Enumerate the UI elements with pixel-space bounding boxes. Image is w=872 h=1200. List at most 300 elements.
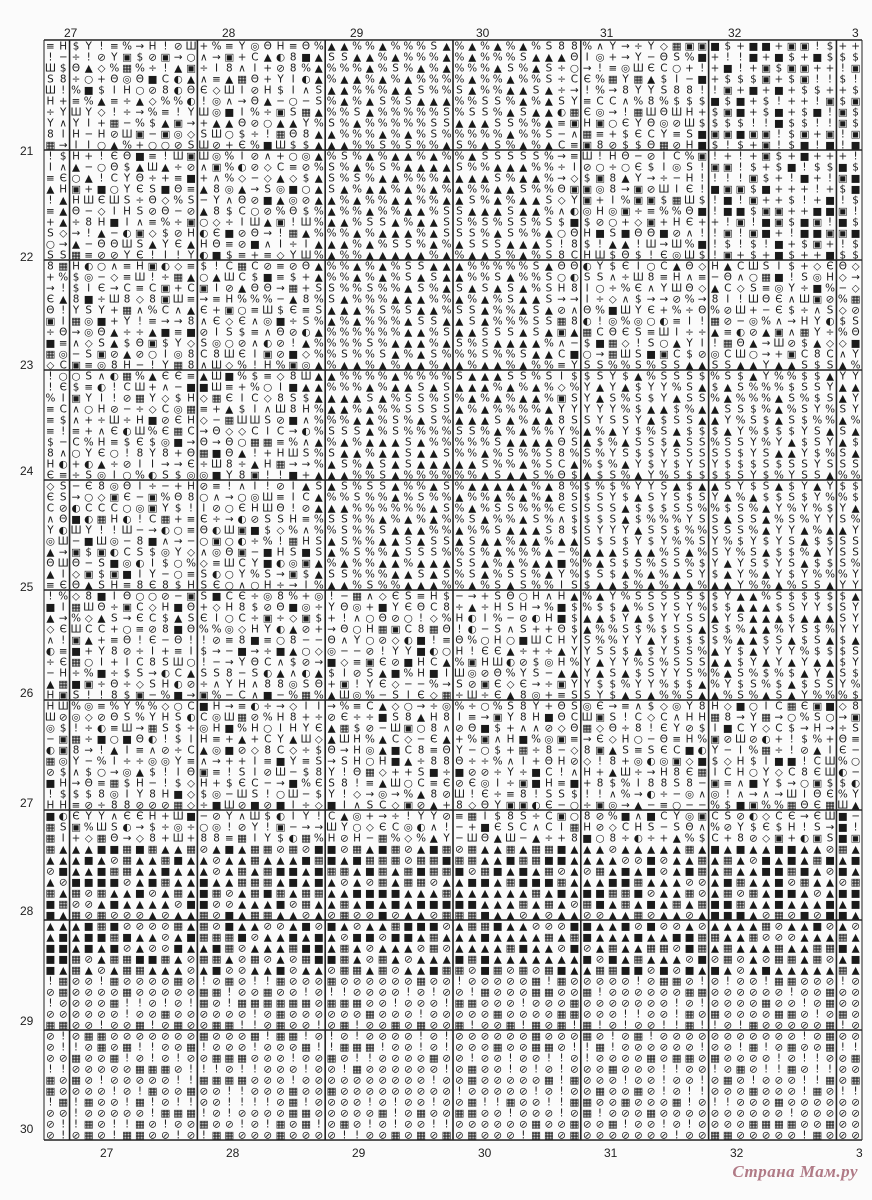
svg-text:$: $: [699, 118, 706, 130]
svg-text:▣: ▣: [365, 657, 375, 669]
svg-text:Y: Y: [749, 448, 757, 460]
svg-text:%: %: [506, 305, 516, 317]
svg-text:%: %: [454, 74, 464, 86]
svg-text:▲: ▲: [353, 393, 361, 405]
svg-text:▲: ▲: [379, 250, 387, 262]
svg-text:C: C: [724, 767, 731, 779]
svg-text:S: S: [788, 602, 795, 614]
svg-text:→: →: [212, 756, 221, 768]
svg-text:%: %: [544, 602, 554, 614]
svg-text:%: %: [314, 459, 324, 471]
svg-text:I: I: [62, 129, 65, 141]
svg-text:S: S: [354, 547, 361, 559]
svg-text:○: ○: [110, 734, 119, 746]
svg-text:─: ─: [839, 283, 847, 295]
svg-text:▦: ▦: [71, 316, 81, 328]
svg-text:◇: ◇: [430, 690, 438, 702]
svg-text:Y: Y: [673, 723, 681, 735]
svg-text:◐: ◐: [84, 514, 93, 526]
svg-text:▲: ▲: [507, 580, 515, 592]
svg-text:÷: ÷: [532, 811, 541, 823]
svg-text:Θ: Θ: [315, 679, 323, 691]
svg-text:H: H: [59, 41, 67, 53]
svg-text:○: ○: [263, 382, 272, 394]
svg-text:■: ■: [263, 272, 273, 284]
svg-text:H: H: [558, 283, 566, 295]
svg-text:▲: ▲: [570, 591, 578, 603]
svg-text:$: $: [724, 74, 731, 86]
svg-text:I: I: [317, 701, 320, 713]
svg-text:!: !: [649, 250, 653, 262]
svg-text:%: %: [429, 338, 439, 350]
svg-text:÷: ÷: [660, 789, 669, 801]
svg-text:S: S: [699, 657, 706, 669]
svg-text:8: 8: [213, 349, 220, 361]
svg-text:◇: ◇: [225, 360, 233, 372]
svg-text:$: $: [788, 118, 795, 130]
svg-text:▲: ▲: [558, 52, 566, 64]
svg-text:→: →: [110, 283, 119, 295]
svg-text:○: ○: [97, 261, 106, 273]
svg-text:Y: Y: [736, 426, 744, 438]
svg-text:▲: ▲: [634, 613, 642, 625]
svg-text:▲: ▲: [801, 525, 809, 537]
svg-text:%: %: [429, 250, 439, 262]
svg-text:H: H: [686, 712, 694, 724]
svg-text:⊘: ⊘: [212, 140, 221, 152]
svg-text:⊘: ⊘: [148, 624, 157, 636]
svg-text:▲: ▲: [494, 184, 502, 196]
svg-text:◇: ◇: [187, 338, 195, 350]
svg-text:S: S: [264, 514, 271, 526]
svg-text:÷: ÷: [212, 514, 221, 526]
svg-text:$: $: [584, 580, 591, 592]
svg-text:%: %: [365, 74, 375, 86]
svg-text:Ш: Ш: [224, 272, 235, 284]
svg-text:%: %: [454, 657, 464, 669]
svg-text:!: !: [355, 778, 359, 790]
svg-text:▣: ▣: [288, 569, 298, 581]
svg-text:▣: ▣: [97, 349, 107, 361]
svg-text:Θ: Θ: [443, 624, 451, 636]
svg-text:▲: ▲: [353, 415, 361, 427]
svg-text:S: S: [341, 536, 348, 548]
svg-text:▲: ▲: [711, 690, 719, 702]
svg-text:◇: ◇: [136, 833, 144, 845]
svg-text:■: ■: [58, 866, 68, 878]
svg-text:÷: ÷: [557, 85, 566, 97]
svg-text:%: %: [135, 371, 145, 383]
svg-text:▲: ▲: [545, 85, 553, 97]
svg-text:Θ: Θ: [762, 294, 770, 306]
svg-text:▣: ▣: [557, 679, 567, 691]
svg-text:%: %: [774, 382, 784, 394]
svg-text:→: →: [800, 811, 809, 823]
svg-text:Є: Є: [200, 613, 207, 625]
svg-text:I: I: [483, 811, 486, 823]
svg-text:Ш: Ш: [45, 63, 56, 75]
svg-text:%: %: [365, 492, 375, 504]
svg-text:S: S: [763, 459, 770, 471]
svg-text:▲: ▲: [801, 668, 809, 680]
svg-text:S: S: [520, 349, 527, 361]
svg-text:%: %: [467, 734, 477, 746]
svg-text:▦: ▦: [301, 888, 311, 900]
svg-text:▣: ▣: [518, 778, 528, 790]
svg-text:+: +: [736, 41, 745, 53]
svg-text:Y: Y: [711, 745, 719, 757]
svg-text:%: %: [621, 360, 631, 372]
svg-text:÷: ÷: [199, 679, 208, 691]
svg-text:$: $: [814, 591, 821, 603]
svg-text:H: H: [609, 151, 617, 163]
svg-text:▣: ▣: [160, 294, 170, 306]
svg-text:S: S: [737, 404, 744, 416]
svg-text:%: %: [569, 547, 579, 559]
svg-text:∧: ∧: [213, 173, 221, 185]
svg-text:▲: ▲: [532, 52, 540, 64]
svg-text:Θ: Θ: [417, 602, 425, 614]
svg-text:S: S: [507, 283, 514, 295]
svg-text:%: %: [748, 569, 758, 581]
svg-text:▲: ▲: [353, 877, 361, 889]
svg-text:%: %: [263, 536, 273, 548]
svg-text:$: $: [827, 778, 834, 790]
svg-text:▲: ▲: [379, 701, 387, 713]
svg-text:H: H: [264, 85, 272, 97]
svg-text:S: S: [379, 96, 386, 108]
svg-text:⊘: ⊘: [263, 800, 272, 812]
svg-text:▲: ▲: [494, 855, 502, 867]
svg-text:▲: ▲: [468, 41, 476, 53]
svg-text:▲: ▲: [417, 360, 425, 372]
svg-text:Є: Є: [469, 778, 476, 790]
svg-text:≡: ≡: [468, 712, 477, 724]
svg-text:▲: ▲: [839, 437, 847, 449]
svg-text:Ш: Ш: [275, 404, 286, 416]
svg-text:▣: ▣: [697, 151, 707, 163]
svg-text:%: %: [365, 316, 375, 328]
svg-text:▣: ▣: [276, 822, 286, 834]
svg-text:C: C: [123, 283, 130, 295]
svg-text:▲: ▲: [481, 888, 489, 900]
svg-text:◎: ◎: [659, 118, 668, 130]
svg-text:8: 8: [60, 74, 67, 86]
svg-text:$: $: [635, 503, 642, 515]
svg-text:▦: ▦: [518, 855, 528, 867]
svg-text:%: %: [480, 129, 490, 141]
svg-text:▲: ▲: [673, 844, 681, 856]
svg-text:▲: ▲: [443, 140, 451, 152]
svg-text:▲: ▲: [775, 448, 783, 460]
svg-text:C: C: [392, 822, 399, 834]
svg-text:8: 8: [85, 591, 92, 603]
svg-text:$: $: [737, 118, 744, 130]
svg-text:▲: ▲: [622, 239, 630, 251]
svg-text:$: $: [98, 569, 105, 581]
svg-text:◇: ◇: [379, 767, 387, 779]
svg-text:▣: ▣: [812, 833, 822, 845]
svg-text:$: $: [801, 118, 808, 130]
svg-text:$: $: [239, 129, 246, 141]
svg-text:!: !: [815, 184, 819, 196]
svg-text:■: ■: [761, 228, 771, 240]
svg-text:C: C: [724, 283, 731, 295]
svg-text:Є: Є: [635, 283, 642, 295]
svg-text:◇: ◇: [852, 283, 860, 295]
svg-text:Ш: Ш: [83, 195, 94, 207]
svg-text:%: %: [135, 63, 145, 75]
svg-text:8: 8: [239, 602, 246, 614]
svg-text:≡: ≡: [647, 206, 656, 218]
svg-text:Θ: Θ: [212, 426, 220, 438]
svg-text:$: $: [776, 162, 783, 174]
svg-text:÷: ÷: [519, 646, 528, 658]
svg-text:$: $: [571, 470, 578, 482]
svg-text:Y: Y: [826, 481, 834, 493]
svg-text:▣: ▣: [825, 228, 835, 240]
svg-text:Θ: Θ: [264, 283, 272, 295]
svg-text:$: $: [750, 162, 757, 174]
svg-text:Θ: Θ: [136, 734, 144, 746]
svg-text:$: $: [47, 437, 54, 449]
svg-text:%: %: [391, 514, 401, 526]
svg-text:⊘: ⊘: [174, 41, 183, 53]
svg-text:▲: ▲: [417, 459, 425, 471]
svg-text:Y: Y: [660, 382, 668, 394]
svg-text:■: ■: [736, 129, 746, 141]
svg-text:Ш: Ш: [173, 151, 184, 163]
svg-text:≡: ≡: [225, 239, 234, 251]
svg-text:○: ○: [595, 833, 604, 845]
svg-text:▲: ▲: [264, 52, 272, 64]
svg-text:S: S: [724, 404, 731, 416]
svg-text:!: !: [112, 382, 116, 394]
svg-text:$: $: [584, 371, 591, 383]
svg-text:%: %: [365, 569, 375, 581]
svg-text:$: $: [839, 184, 846, 196]
svg-text:H: H: [558, 591, 566, 603]
svg-text:⊘: ⊘: [302, 624, 311, 636]
svg-text:◎: ◎: [289, 195, 298, 207]
svg-text:○: ○: [84, 492, 93, 504]
svg-text:!: !: [176, 250, 180, 262]
svg-text:$: $: [839, 52, 846, 64]
svg-text:▲: ▲: [417, 415, 425, 427]
svg-text:■: ■: [851, 173, 861, 185]
svg-text:◎: ◎: [813, 272, 822, 284]
svg-text:◇: ◇: [264, 162, 272, 174]
svg-text:I: I: [637, 261, 640, 273]
svg-text:S: S: [507, 569, 514, 581]
svg-text:$: $: [827, 52, 834, 64]
svg-text:C: C: [277, 745, 284, 757]
svg-text:▲: ▲: [698, 679, 706, 691]
svg-text:÷: ÷: [123, 327, 132, 339]
svg-text:▣: ▣: [851, 129, 861, 141]
svg-text:◐: ◐: [698, 745, 707, 757]
svg-text:H: H: [660, 767, 668, 779]
svg-text:▲: ▲: [404, 184, 412, 196]
svg-text:C: C: [72, 437, 79, 449]
svg-text:Y: Y: [851, 349, 859, 361]
svg-text:8: 8: [303, 129, 310, 141]
svg-text:▲: ▲: [494, 536, 502, 548]
svg-text:+: +: [225, 756, 234, 768]
svg-text:▲: ▲: [328, 481, 336, 493]
svg-text:%: %: [672, 536, 682, 548]
svg-text:%: %: [339, 129, 349, 141]
svg-text:%: %: [825, 448, 835, 460]
svg-text:%: %: [672, 514, 682, 526]
svg-text:S: S: [609, 558, 616, 570]
svg-text:$: $: [776, 426, 783, 438]
svg-text:▲: ▲: [481, 514, 489, 526]
svg-text:%: %: [480, 85, 490, 97]
svg-text:Θ: Θ: [379, 613, 387, 625]
row-label-24: 24: [20, 464, 33, 478]
svg-text:S: S: [699, 437, 706, 449]
svg-text:8: 8: [686, 778, 693, 790]
svg-text:▲: ▲: [596, 844, 604, 856]
svg-text:─: ─: [238, 668, 246, 680]
svg-text:■: ■: [812, 283, 822, 295]
svg-text:S: S: [443, 503, 450, 515]
svg-text:≡: ≡: [570, 734, 579, 746]
svg-text:$: $: [852, 195, 859, 207]
svg-text:Є: Є: [111, 426, 118, 438]
svg-text:÷: ÷: [72, 470, 81, 482]
svg-text:%: %: [531, 228, 541, 240]
svg-text:Θ: Θ: [46, 558, 54, 570]
svg-text:■: ■: [327, 800, 337, 812]
svg-text:■: ■: [97, 668, 107, 680]
svg-text:!: !: [99, 173, 103, 185]
svg-text:○: ○: [353, 624, 362, 636]
svg-text:∧: ∧: [839, 349, 847, 361]
svg-text:◐: ◐: [301, 668, 310, 680]
svg-text:→: →: [72, 778, 81, 790]
svg-text:C: C: [136, 657, 143, 669]
svg-text:∧: ∧: [200, 547, 208, 559]
svg-text:─: ─: [200, 195, 208, 207]
svg-text:S: S: [469, 426, 476, 438]
svg-text:$: $: [852, 250, 859, 262]
svg-text:▲: ▲: [392, 877, 400, 889]
svg-text:▦: ▦: [429, 855, 439, 867]
svg-text:+: +: [212, 778, 221, 790]
svg-text:◇: ◇: [59, 228, 67, 240]
svg-text:▲: ▲: [417, 272, 425, 284]
svg-text:H: H: [289, 514, 297, 526]
svg-text:▣: ▣: [148, 261, 158, 273]
svg-text:■: ■: [544, 855, 554, 867]
svg-text:⊘: ⊘: [608, 140, 617, 152]
svg-text:▲: ▲: [609, 767, 617, 779]
svg-text:▲: ▲: [200, 371, 208, 383]
svg-text:◎: ◎: [110, 536, 119, 548]
svg-text:▣: ▣: [186, 591, 196, 603]
svg-text:≡: ≡: [276, 261, 285, 273]
svg-text:÷: ÷: [136, 195, 145, 207]
svg-text:■: ■: [160, 866, 170, 878]
svg-text:%: %: [365, 503, 375, 515]
svg-text:◇: ◇: [392, 635, 400, 647]
svg-text:▲: ▲: [481, 140, 489, 152]
svg-text:▦: ▦: [633, 107, 643, 119]
svg-text:▲: ▲: [328, 41, 336, 53]
svg-text:%: %: [621, 316, 631, 328]
svg-text:Y: Y: [609, 492, 617, 504]
svg-text:▦: ▦: [135, 393, 145, 405]
svg-text:─: ─: [302, 789, 310, 801]
svg-text:8: 8: [341, 778, 348, 790]
svg-text:◇: ◇: [213, 85, 221, 97]
svg-text:S: S: [546, 250, 553, 262]
svg-text:%: %: [480, 228, 490, 240]
svg-text:○: ○: [199, 536, 208, 548]
svg-text:%: %: [518, 448, 528, 460]
svg-text:◎: ◎: [608, 206, 617, 218]
svg-text:C: C: [162, 74, 169, 86]
svg-text:%: %: [736, 547, 746, 559]
svg-text:▲: ▲: [85, 63, 93, 75]
svg-text:S: S: [469, 195, 476, 207]
svg-text:S: S: [456, 283, 463, 295]
svg-text:Y: Y: [775, 525, 783, 537]
svg-text:!: !: [99, 41, 103, 53]
svg-text:%: %: [480, 162, 490, 174]
svg-text:Y: Y: [225, 679, 233, 691]
svg-text:H: H: [801, 316, 809, 328]
svg-text:S: S: [546, 371, 553, 383]
svg-text:S: S: [571, 690, 578, 702]
svg-text:8: 8: [200, 833, 207, 845]
svg-text:Θ: Θ: [97, 327, 105, 339]
svg-text:Y: Y: [660, 613, 668, 625]
svg-text:$: $: [712, 470, 719, 482]
svg-text:!: !: [777, 129, 781, 141]
svg-text:Y: Y: [851, 613, 859, 625]
svg-text:≡: ≡: [762, 283, 771, 295]
svg-text:▲: ▲: [468, 382, 476, 394]
svg-text:÷: ÷: [545, 646, 554, 658]
svg-text:≡: ≡: [123, 580, 132, 592]
svg-text:!: !: [406, 811, 410, 823]
svg-text:S: S: [430, 404, 437, 416]
svg-text:S: S: [571, 437, 578, 449]
svg-text:$: $: [737, 371, 744, 383]
svg-text:■: ■: [544, 877, 554, 889]
svg-text:I: I: [713, 767, 716, 779]
svg-text:%: %: [493, 74, 503, 86]
svg-text:S: S: [341, 481, 348, 493]
svg-text:Y: Y: [212, 195, 220, 207]
svg-text:∧: ∧: [737, 778, 745, 790]
svg-text:%: %: [493, 404, 503, 416]
svg-text:%: %: [531, 74, 541, 86]
svg-text:!: !: [266, 481, 270, 493]
svg-text:S: S: [571, 393, 578, 405]
svg-text:⊘: ⊘: [148, 800, 157, 812]
svg-text:─: ─: [148, 129, 156, 141]
svg-text:%: %: [416, 481, 426, 493]
svg-text:+: +: [72, 459, 81, 471]
svg-text:■: ■: [761, 866, 771, 878]
svg-text:C: C: [251, 52, 258, 64]
svg-text:▲: ▲: [660, 844, 668, 856]
svg-text:S: S: [533, 305, 540, 317]
